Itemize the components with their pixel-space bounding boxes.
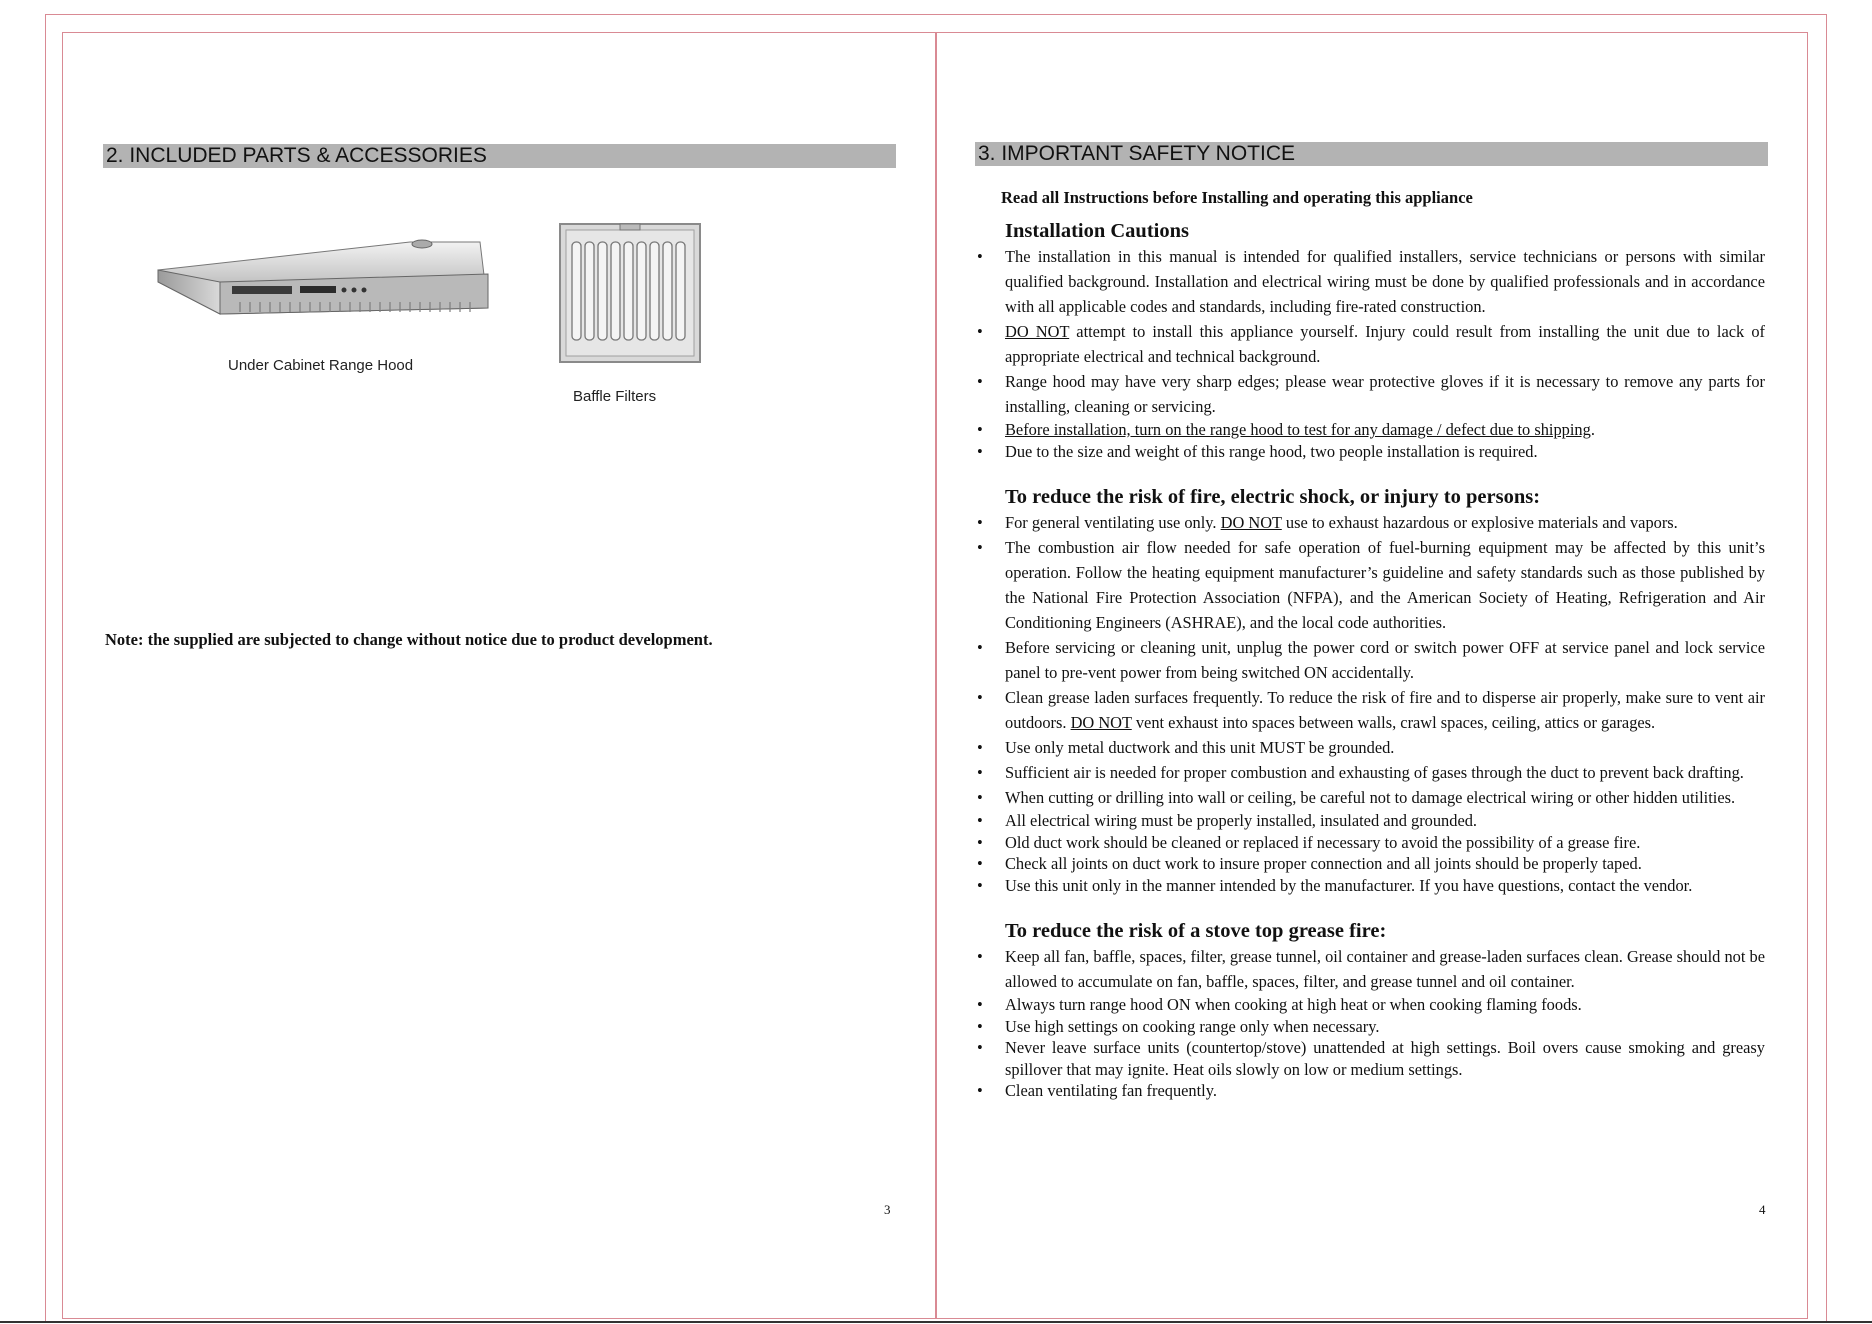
page-number-left: 3 bbox=[884, 1202, 891, 1217]
list-item: • Always turn range hood ON when cooking at high heat or when cooking flaming foods. bbox=[975, 994, 1765, 1016]
list-item: • Due to the size and weight of this range hood, two people installation is required. bbox=[975, 441, 1765, 463]
heading-installation-cautions: Installation Cautions bbox=[1005, 220, 1189, 242]
list-item: • Use this unit only in the manner intended by the manufacturer. If you have questions, contact the vendor. bbox=[975, 875, 1765, 897]
test-before-install-emphasis: Before installation, turn on the range hood to test for any damage / defect due to shipping bbox=[1005, 420, 1591, 439]
list-item: • Range hood may have very sharp edges; please wear protective gloves if it is necessary to remove any parts for installing, cleaning or servicing. bbox=[975, 369, 1765, 419]
heading-grease-fire-risk: To reduce the risk of a stove top grease fire: bbox=[1005, 920, 1387, 942]
safety-intro: Read all Instructions before Installing and operating this appliance bbox=[1001, 188, 1473, 207]
baffle-filter-caption: Baffle Filters bbox=[573, 388, 657, 405]
grease-fire-risk-list bbox=[975, 944, 1765, 1102]
page-number-right: 4 bbox=[1759, 1202, 1766, 1217]
list-item: • Sufficient air is needed for proper combustion and exhausting of gases through the duct to prevent back drafting. bbox=[975, 760, 1765, 785]
range-hood-caption: Under Cabinet Range Hood bbox=[228, 357, 414, 374]
list-item: • The combustion air flow needed for safe operation of fuel-burning equipment may be affected by this unit’s operation. Follow the heating equipment manufacturer’s guideline and safety standards such as those published by the National Fire Protection Association (NFPA), and the American Society of Heating, Refrigeration and Air Conditioning Engineers (ASHRAE), and the local code authorities. bbox=[975, 535, 1765, 635]
bottom-rule bbox=[0, 1321, 1872, 1323]
list-item: • Clean grease laden surfaces frequently. To reduce the risk of fire and to disperse air properly, make sure to vent air outdoors. DO NOT vent exhaust into spaces between walls, crawl spaces, ceiling, attics or garages. bbox=[975, 685, 1765, 735]
list-item: • Clean ventilating fan frequently. bbox=[975, 1080, 1765, 1102]
list-item: • For general ventilating use only. DO NOT use to exhaust hazardous or explosive materials and vapors. bbox=[975, 510, 1765, 535]
heading-fire-shock-risk: To reduce the risk of fire, electric shock, or injury to persons: bbox=[1005, 486, 1541, 508]
baffle-filter-icon bbox=[558, 220, 704, 366]
list-item: • When cutting or drilling into wall or ceiling, be careful not to damage electrical wiring or other hidden utilities. bbox=[975, 785, 1765, 810]
list-item: • Use high settings on cooking range only when necessary. bbox=[975, 1016, 1765, 1038]
list-item: • Keep all fan, baffle, spaces, filter, grease tunnel, oil container and grease-laden surfaces clean. Grease should not be allowed to accumulate on fan, baffle, spaces, filter, and grease tunnel and oil container. bbox=[975, 944, 1765, 994]
list-item: • Check all joints on duct work to insure proper connection and all joints should be properly taped. bbox=[975, 853, 1765, 875]
do-not-emphasis: DO NOT bbox=[1220, 513, 1282, 532]
installation-cautions-list bbox=[975, 244, 1765, 462]
list-item: • Old duct work should be cleaned or replaced if necessary to avoid the possibility of a grease fire. bbox=[975, 832, 1765, 854]
left-page-frame bbox=[62, 32, 936, 1319]
fire-shock-risk-list bbox=[975, 510, 1765, 896]
outer-right-rule bbox=[1826, 14, 1827, 1321]
do-not-emphasis: DO NOT bbox=[1070, 713, 1132, 732]
parts-note: Note: the supplied are subjected to change without notice due to product development. bbox=[105, 630, 713, 649]
outer-left-rule bbox=[45, 14, 46, 1321]
safety-content bbox=[975, 186, 1765, 1102]
list-item: • Before servicing or cleaning unit, unplug the power cord or switch power OFF at service panel and lock service panel to pre-vent power from being switched ON accidentally. bbox=[975, 635, 1765, 685]
list-item: • The installation in this manual is intended for qualified installers, service technicians or persons with similar qualified background. Installation and electrical wiring must be done by qualified professionals and in accordance with all applicable codes and standards, including fire-rated construction. bbox=[975, 244, 1765, 319]
list-item: • DO NOT attempt to install this appliance yourself. Injury could result from installing the unit due to lack of appropriate electrical and technical background. bbox=[975, 319, 1765, 369]
outer-top-rule bbox=[45, 14, 1827, 15]
list-item: • All electrical wiring must be properly installed, insulated and grounded. bbox=[975, 810, 1765, 832]
section-title-safety: 3. IMPORTANT SAFETY NOTICE bbox=[975, 142, 1768, 166]
list-item: • Before installation, turn on the range hood to test for any damage / defect due to shipping. bbox=[975, 419, 1765, 441]
list-item: • Use only metal ductwork and this unit MUST be grounded. bbox=[975, 735, 1765, 760]
do-not-emphasis: DO NOT bbox=[1005, 322, 1070, 341]
range-hood-icon bbox=[150, 230, 490, 320]
section-title-parts: 2. INCLUDED PARTS & ACCESSORIES bbox=[103, 144, 896, 168]
list-item: • Never leave surface units (countertop/stove) unattended at high settings. Boil overs cause smoking and greasy spillover that may ignite. Heat oils slowly on low or medium settings. bbox=[975, 1037, 1765, 1080]
